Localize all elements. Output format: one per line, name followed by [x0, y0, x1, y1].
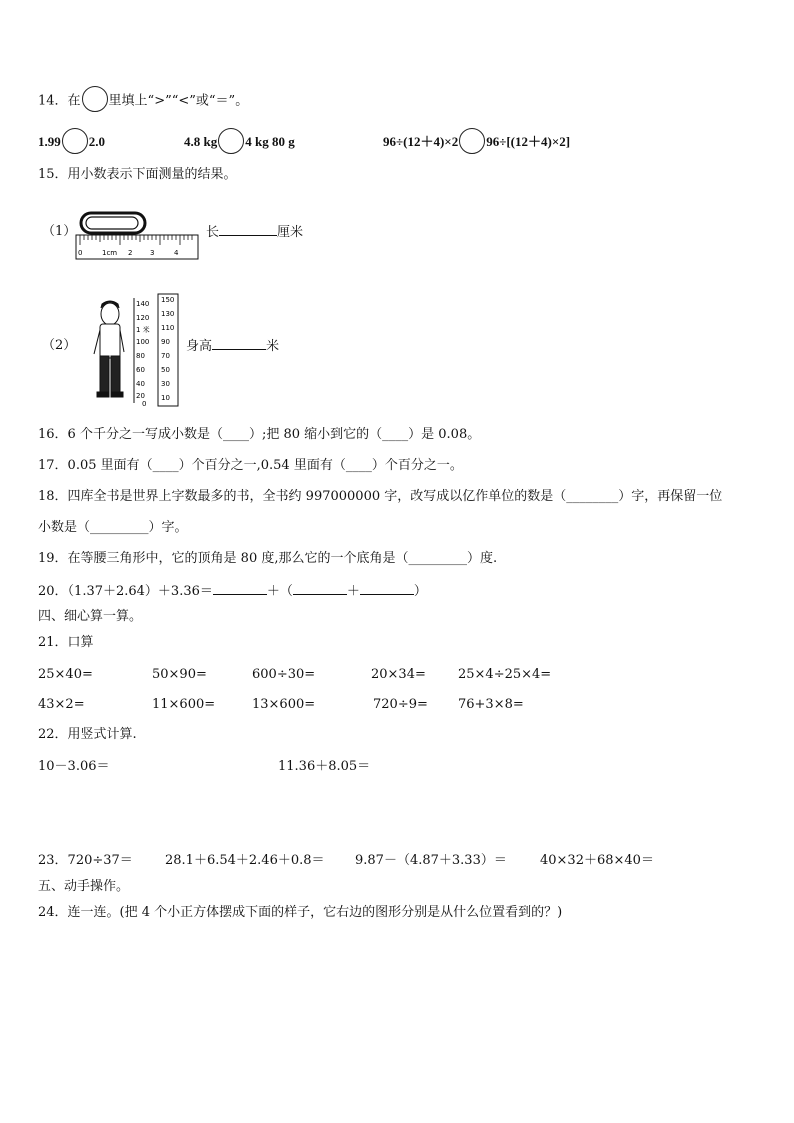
q21-r2-c1: 43×2= — [38, 697, 85, 712]
q15-part1-label: （1） — [42, 224, 77, 239]
q18-line1: 18．四库全书是世界上字数最多的书，全书约 997000000 字，改写成以亿作单位的数是（________）字，再保留一位 — [38, 489, 723, 504]
q15-title: 15．用小数表示下面测量的结果。 — [38, 167, 237, 182]
q22-item-1: 10－3.06＝ — [38, 759, 110, 774]
answer-circle[interactable] — [218, 128, 244, 154]
ruler-paperclip-figure — [72, 209, 202, 263]
answer-blank[interactable] — [213, 582, 267, 595]
q23-item-1: 23．720÷37＝ — [38, 853, 133, 868]
ruler-label-1: 1cm — [102, 249, 118, 257]
answer-blank[interactable] — [360, 582, 414, 595]
left-scale-120: 120 — [136, 314, 150, 322]
q16: 16．6 个千分之一写成小数是（____）;把 80 缩小到它的（____）是 0.08。 — [38, 427, 481, 442]
boy-image — [94, 301, 124, 397]
left-scale-0: 0 — [142, 400, 147, 408]
answer-circle[interactable] — [62, 128, 88, 154]
left-scale-80: 80 — [136, 352, 145, 360]
right-scale-30: 30 — [161, 380, 170, 388]
right-scale-150: 150 — [161, 296, 175, 304]
q21-r1-c3: 600÷30= — [252, 667, 316, 682]
right-scale-10: 10 — [161, 394, 170, 402]
paperclip-image — [81, 213, 145, 233]
answer-blank[interactable] — [293, 582, 347, 595]
q22-item-2: 11.36＋8.05＝ — [278, 759, 371, 774]
right-scale-90: 90 — [161, 338, 170, 346]
q15-part2-answer: 身高 米 — [186, 339, 280, 354]
q19: 19．在等腰三角形中，它的顶角是 80 度,那么它的一个底角是（_________）度. — [38, 551, 498, 566]
height-chart-figure — [84, 292, 184, 408]
q21-r2-c4: 720÷9= — [373, 697, 428, 712]
ruler-label-0: 0 — [78, 249, 83, 257]
q24: 24．连一连。(把 4 个小正方体摆成下面的样子，它右边的图形分别是从什么位置看到的？) — [38, 905, 563, 920]
answer-blank[interactable] — [212, 337, 266, 350]
q21-r1-c2: 50×90= — [152, 667, 207, 682]
left-scale-100: 100 — [136, 338, 150, 346]
q21-r2-c2: 11×600= — [152, 697, 216, 712]
q21-r1-c4: 20×34= — [371, 667, 426, 682]
left-scale-1m: 1 米 — [136, 326, 150, 334]
q14-item-3: 96÷(12＋4)×2 96÷[(12＋4)×2] — [383, 130, 570, 156]
q15-part1-answer: 长 厘米 — [206, 225, 304, 240]
q17: 17．0.05 里面有（____）个百分之一,0.54 里面有（____）个百分之一。 — [38, 458, 463, 473]
q21-title: 21．口算 — [38, 635, 94, 650]
q21-r2-c3: 13×600= — [252, 697, 316, 712]
right-scale-50: 50 — [161, 366, 170, 374]
q21-r1-c1: 25×40= — [38, 667, 93, 682]
right-scale-70: 70 — [161, 352, 170, 360]
q18-line2: 小数是（_________）字。 — [38, 520, 188, 535]
left-scale-140: 140 — [136, 300, 150, 308]
q14-item-1: 1.99 2.0 — [38, 130, 105, 156]
answer-blank[interactable] — [219, 223, 277, 236]
q21-r1-c5: 25×4÷25×4= — [458, 667, 552, 682]
left-scale-60: 60 — [136, 366, 145, 374]
answer-circle[interactable] — [82, 86, 108, 112]
q14-prompt: 14．在 里填上“>”“<”或“＝”。 — [38, 88, 248, 114]
section-4-heading: 四、细心算一算。 — [38, 609, 143, 624]
right-scale-110: 110 — [161, 324, 175, 332]
answer-circle[interactable] — [459, 128, 485, 154]
q23-item-3: 9.87－（4.87＋3.33）＝ — [355, 853, 507, 868]
q23-item-2: 28.1＋6.54＋2.46＋0.8＝ — [165, 853, 325, 868]
ruler-label-2: 2 — [128, 249, 133, 257]
section-5-heading: 五、动手操作。 — [38, 879, 130, 894]
q14-item-2: 4.8 kg 4 kg 80 g — [184, 130, 295, 156]
q15-part2-label: （2） — [42, 338, 77, 353]
right-scale-130: 130 — [161, 310, 175, 318]
ruler-label-3: 3 — [150, 249, 155, 257]
q21-r2-c5: 76+3×8= — [458, 697, 524, 712]
q20: 20．（1.37＋2.64）＋3.36＝ ＋（ ＋ ） — [38, 584, 427, 599]
left-scale-20: 20 — [136, 392, 145, 400]
q23-item-4: 40×32＋68×40＝ — [540, 853, 654, 868]
ruler-label-4: 4 — [174, 249, 179, 257]
q22-title: 22．用竖式计算. — [38, 727, 137, 742]
left-scale-40: 40 — [136, 380, 145, 388]
